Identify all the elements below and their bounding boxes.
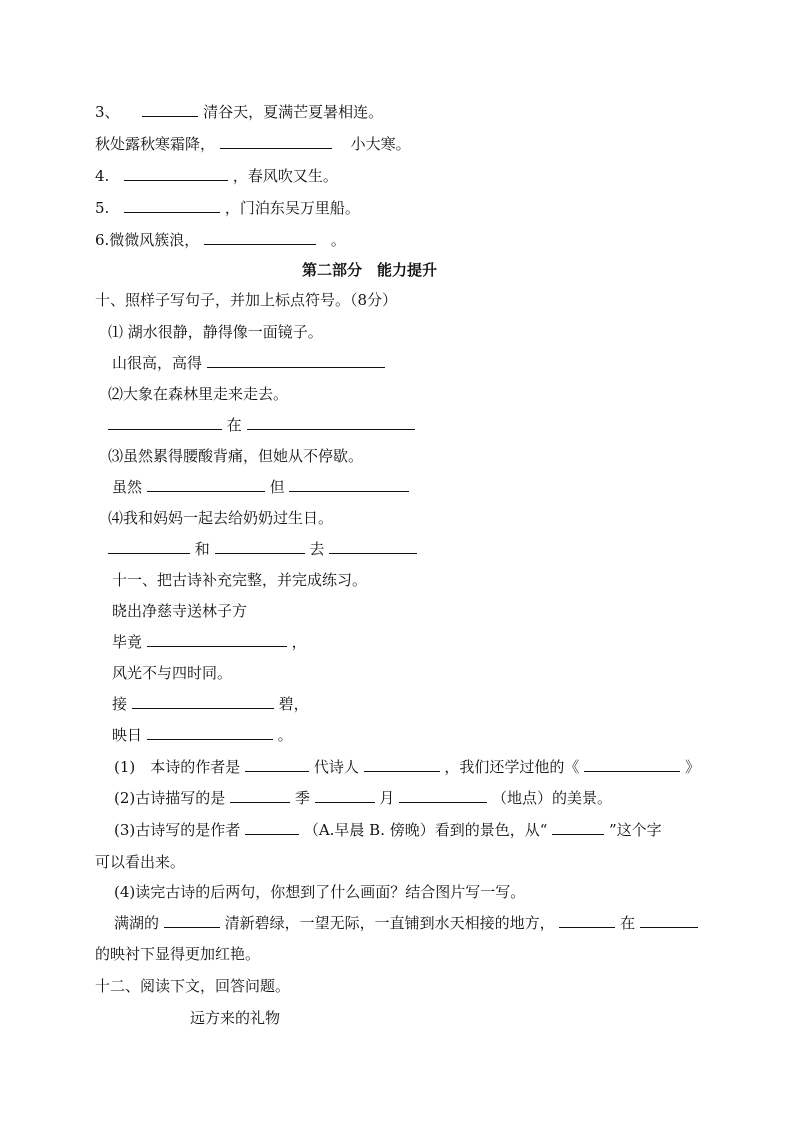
answer-blank[interactable] bbox=[220, 134, 332, 149]
answer-blank[interactable] bbox=[230, 788, 290, 803]
answer-blank[interactable] bbox=[124, 166, 228, 181]
prompt-text: 季 bbox=[294, 789, 310, 807]
fill-line-5 bbox=[95, 198, 360, 218]
prompt-text: 但 bbox=[269, 478, 285, 496]
article-title: 远方来的礼物 bbox=[190, 1009, 281, 1027]
prompt-text: 虽然 bbox=[112, 478, 143, 496]
prompt-text: (3)古诗写的是作者 bbox=[114, 821, 241, 839]
answer-blank[interactable] bbox=[364, 757, 440, 772]
prompt-text: ”这个字 bbox=[608, 821, 662, 839]
exercise-4-answer bbox=[114, 913, 698, 933]
prompt-text: 》 bbox=[684, 758, 700, 776]
prompt-text: 满湖的 bbox=[114, 914, 160, 932]
prompt-text: 去 bbox=[309, 540, 325, 558]
answer-blank[interactable] bbox=[247, 415, 415, 430]
answer-blank[interactable] bbox=[108, 415, 222, 430]
answer-blank[interactable] bbox=[147, 725, 273, 740]
answer-blank[interactable] bbox=[552, 820, 604, 835]
answer-blank[interactable] bbox=[147, 477, 265, 492]
poem-title: 晓出净慈寺送林子方 bbox=[112, 602, 248, 620]
answer-blank[interactable] bbox=[584, 757, 680, 772]
exercise-1 bbox=[114, 757, 700, 777]
poem-line-2: 风光不与四时同。 bbox=[112, 664, 233, 682]
poem-text: ，春风吹又生。 bbox=[232, 167, 338, 185]
exercise-3-cont: 可以看出来。 bbox=[95, 853, 186, 871]
answer-blank[interactable] bbox=[245, 757, 309, 772]
fill-line-6 bbox=[95, 230, 346, 250]
poem-text: 毕竟 bbox=[112, 633, 143, 651]
poem-text: 接 bbox=[112, 695, 128, 713]
poem-line-3 bbox=[112, 694, 309, 714]
answer-blank[interactable] bbox=[147, 632, 287, 647]
answer-blank[interactable] bbox=[289, 477, 409, 492]
answer-blank[interactable] bbox=[207, 353, 385, 368]
q11-heading: 十一、把古诗补充完整，并完成练习。 bbox=[112, 571, 368, 589]
poem-text: 。 bbox=[330, 231, 346, 249]
exercise-4: (4)读完古诗的后两句，你想到了什么画面？结合图片写一写。 bbox=[114, 883, 526, 901]
prompt-text: (2)古诗描写的是 bbox=[114, 789, 226, 807]
prompt-text: 和 bbox=[194, 540, 210, 558]
q12-heading: 十二、阅读下文，回答问题。 bbox=[95, 977, 291, 995]
exercise-4-answer-cont: 的映衬下显得更加红艳。 bbox=[95, 945, 261, 963]
section-title: 第二部分 能力提升 bbox=[302, 261, 438, 279]
q10-example-1: ⑴ 湖水很静，静得像一面镜子。 bbox=[108, 323, 323, 341]
prompt-text: (1) 本诗的作者是 bbox=[114, 758, 241, 776]
poem-text: 清谷天，夏满芒夏暑相连。 bbox=[203, 103, 384, 121]
answer-blank[interactable] bbox=[124, 198, 220, 213]
poem-text: 6.微微风簇浪， bbox=[95, 231, 200, 249]
prompt-text: ，我们还学过他的《 bbox=[444, 758, 580, 776]
answer-blank[interactable] bbox=[329, 539, 417, 554]
answer-blank[interactable] bbox=[108, 539, 190, 554]
poem-text: 小大寒。 bbox=[350, 135, 411, 153]
answer-blank[interactable] bbox=[399, 788, 487, 803]
exercise-3 bbox=[114, 820, 662, 840]
prompt-text: 代诗人 bbox=[313, 758, 359, 776]
prompt-text: （A.早晨 B. 傍晚）看到的景色，从“ bbox=[303, 821, 548, 839]
prompt-text: 山很高，高得 bbox=[112, 354, 203, 372]
prompt-text: 清新碧绿，一望无际，一直铺到水天相接的地方， bbox=[224, 914, 555, 932]
fill-line-3b bbox=[95, 134, 411, 154]
poem-text: 。 bbox=[277, 726, 293, 744]
poem-text: 秋处露秋寒霜降， bbox=[95, 135, 216, 153]
fill-line-4 bbox=[95, 166, 338, 186]
answer-blank[interactable] bbox=[204, 230, 316, 245]
prompt-text: 在 bbox=[620, 914, 636, 932]
q10-answer-3 bbox=[112, 477, 409, 497]
poem-line-4 bbox=[112, 725, 293, 745]
answer-blank[interactable] bbox=[245, 820, 299, 835]
item-number: 4. bbox=[95, 167, 110, 185]
answer-blank[interactable] bbox=[132, 694, 274, 709]
item-number: 3、 bbox=[95, 103, 120, 121]
prompt-text: 在 bbox=[226, 416, 242, 434]
q10-answer-2 bbox=[108, 415, 415, 435]
answer-blank[interactable] bbox=[315, 788, 375, 803]
fill-line-3 bbox=[95, 102, 383, 122]
poem-text: 映日 bbox=[112, 726, 143, 744]
answer-blank[interactable] bbox=[640, 913, 698, 928]
answer-blank[interactable] bbox=[142, 102, 198, 117]
q10-answer-4 bbox=[108, 539, 417, 559]
poem-text: ，门泊东吴万里船。 bbox=[224, 199, 360, 217]
q10-answer-1 bbox=[112, 353, 385, 373]
prompt-text: （地点）的美景。 bbox=[491, 789, 612, 807]
answer-blank[interactable] bbox=[164, 913, 220, 928]
poem-line-1 bbox=[112, 632, 307, 652]
prompt-text: 月 bbox=[379, 789, 395, 807]
q10-example-4: ⑷我和妈妈一起去给奶奶过生日。 bbox=[108, 509, 334, 527]
poem-text: ， bbox=[291, 633, 307, 651]
item-number: 5. bbox=[95, 199, 110, 217]
q10-example-3: ⑶虽然累得腰酸背痛，但她从不停歇。 bbox=[108, 447, 364, 465]
exercise-2 bbox=[114, 788, 612, 808]
answer-blank[interactable] bbox=[559, 913, 615, 928]
q10-example-2: ⑵大象在森林里走来走去。 bbox=[108, 385, 289, 403]
poem-text: 碧， bbox=[278, 695, 309, 713]
q10-heading: 十、照样子写句子，并加上标点符号。（8分） bbox=[95, 291, 398, 309]
answer-blank[interactable] bbox=[215, 539, 305, 554]
